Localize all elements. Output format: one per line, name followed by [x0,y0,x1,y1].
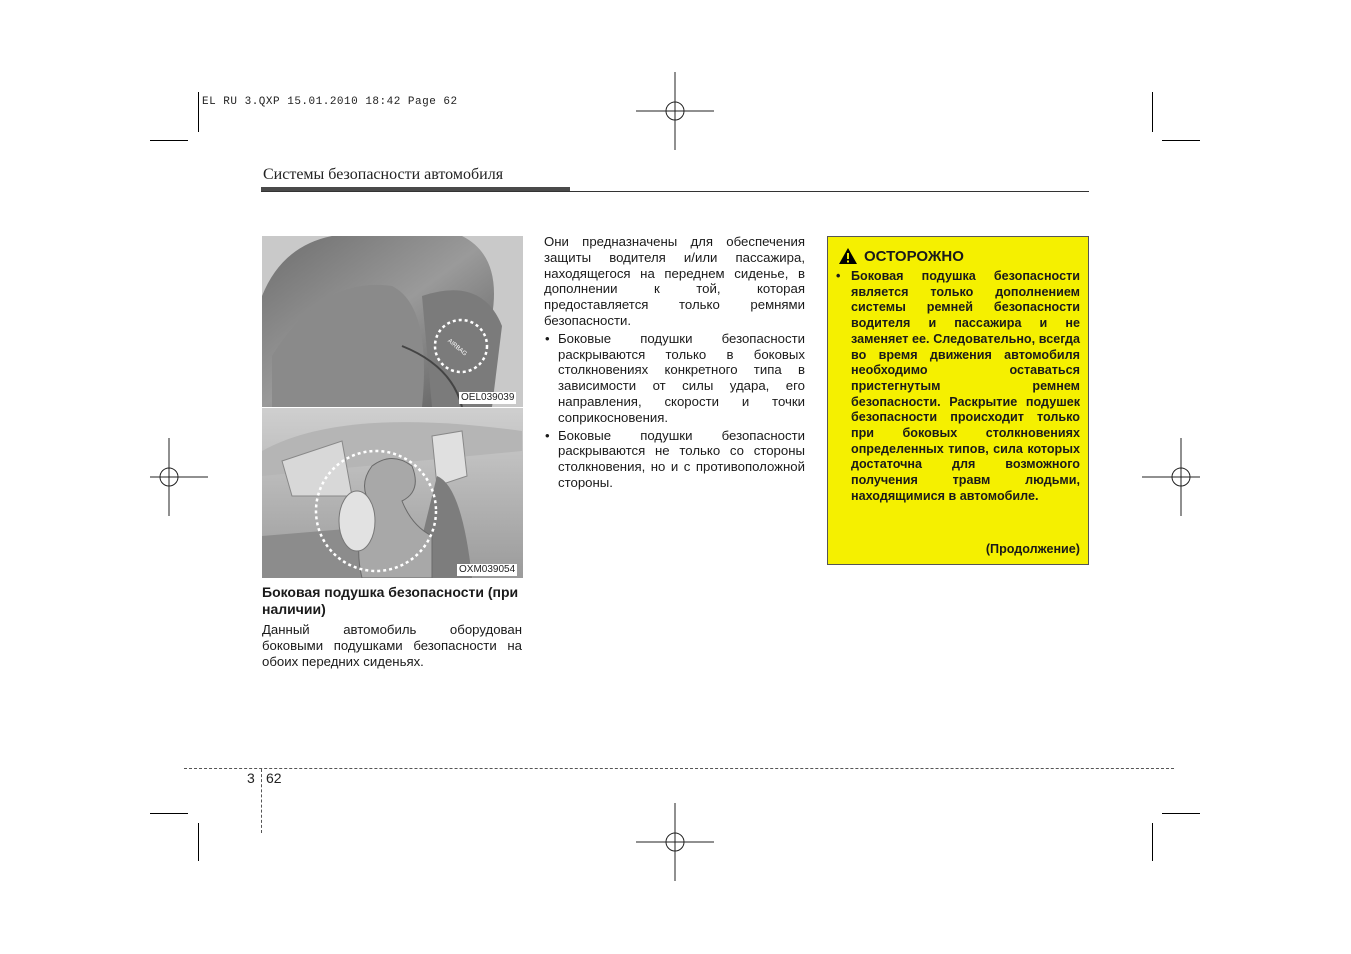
print-slug: EL RU 3.QXP 15.01.2010 18:42 Page 62 [202,96,458,108]
seat-airbag-figure [262,236,523,578]
intro-paragraph: Данный автомобиль оборудован боковыми подушками безопасности на обоих передних сиденьях. [262,622,522,669]
list-item [544,331,805,426]
list-item-text: Боковые подушки безопасности раскрываются только в боковых столкновениях конкретного типа в зависимости от силы удара, его направления, скорости и точки соприкосновения. [558,330,805,425]
header-rule [261,191,1089,192]
section-title: Системы безопасности автомобиля [263,166,504,183]
crop-mark [1162,140,1200,141]
bullet-icon: • [545,330,550,346]
footer-dashed-rule [184,768,1174,769]
registration-mark-icon [636,803,714,881]
crop-mark [198,823,199,861]
seat-illustration [262,236,523,578]
figure-code-bottom: OXM039054 [459,564,516,575]
crop-mark [1152,823,1153,861]
registration-mark-icon [636,72,714,150]
airbag-tag: AIRBAG [446,338,468,358]
warning-title: ОСТОРОЖНО [864,247,964,265]
chapter-number: 3 [247,770,255,786]
warning-text-block [836,269,1080,505]
subsection-heading: Боковая подушка безопасности (при наличии) [262,584,519,617]
page-number: 62 [266,770,282,786]
continued-label: (Продолжение) [985,542,1080,556]
list-item-text: Боковые подушки безопасности раскрываются не только со стороны столкновения, но и с противоположной стороны. [558,427,805,490]
crop-mark [150,813,188,814]
footer-dashed-divider [261,769,262,833]
bullet-icon: • [545,427,550,443]
list-item [544,428,805,491]
warning-text: Боковая подушка безопасности является только дополнением системы ремней безопасности водителя и пассажира и не заменяет ее. Следовательно, всегда во время движения автомобиля необходимо оставаться пристегнутым ремнем безопасности. Раскрытие подушек безопасности происходит только при боковых столкновениях определенных типов, сила которых достаточна для возможного получения травм людьми, находящимися в автомобиле. [851,269,1080,503]
warning-triangle-icon [838,247,858,265]
registration-mark-icon [1142,438,1220,516]
warning-header [838,247,964,265]
crop-mark [1152,92,1153,132]
warning-box [827,236,1089,565]
crop-mark [198,92,199,132]
registration-mark-icon [130,438,208,516]
body-paragraph: Они предназначены для обеспечения защиты водителя и/или пассажира, находящегося на переднем сиденье, в дополнении к той, которая предоставляется только ремнями безопасности. [544,234,805,328]
bullet-list [544,331,805,491]
crop-mark [150,140,188,141]
crop-mark [1162,813,1200,814]
middle-column [544,234,805,493]
figure-code-top: OEL039039 [461,392,515,403]
warning-bullet: • [836,269,841,283]
